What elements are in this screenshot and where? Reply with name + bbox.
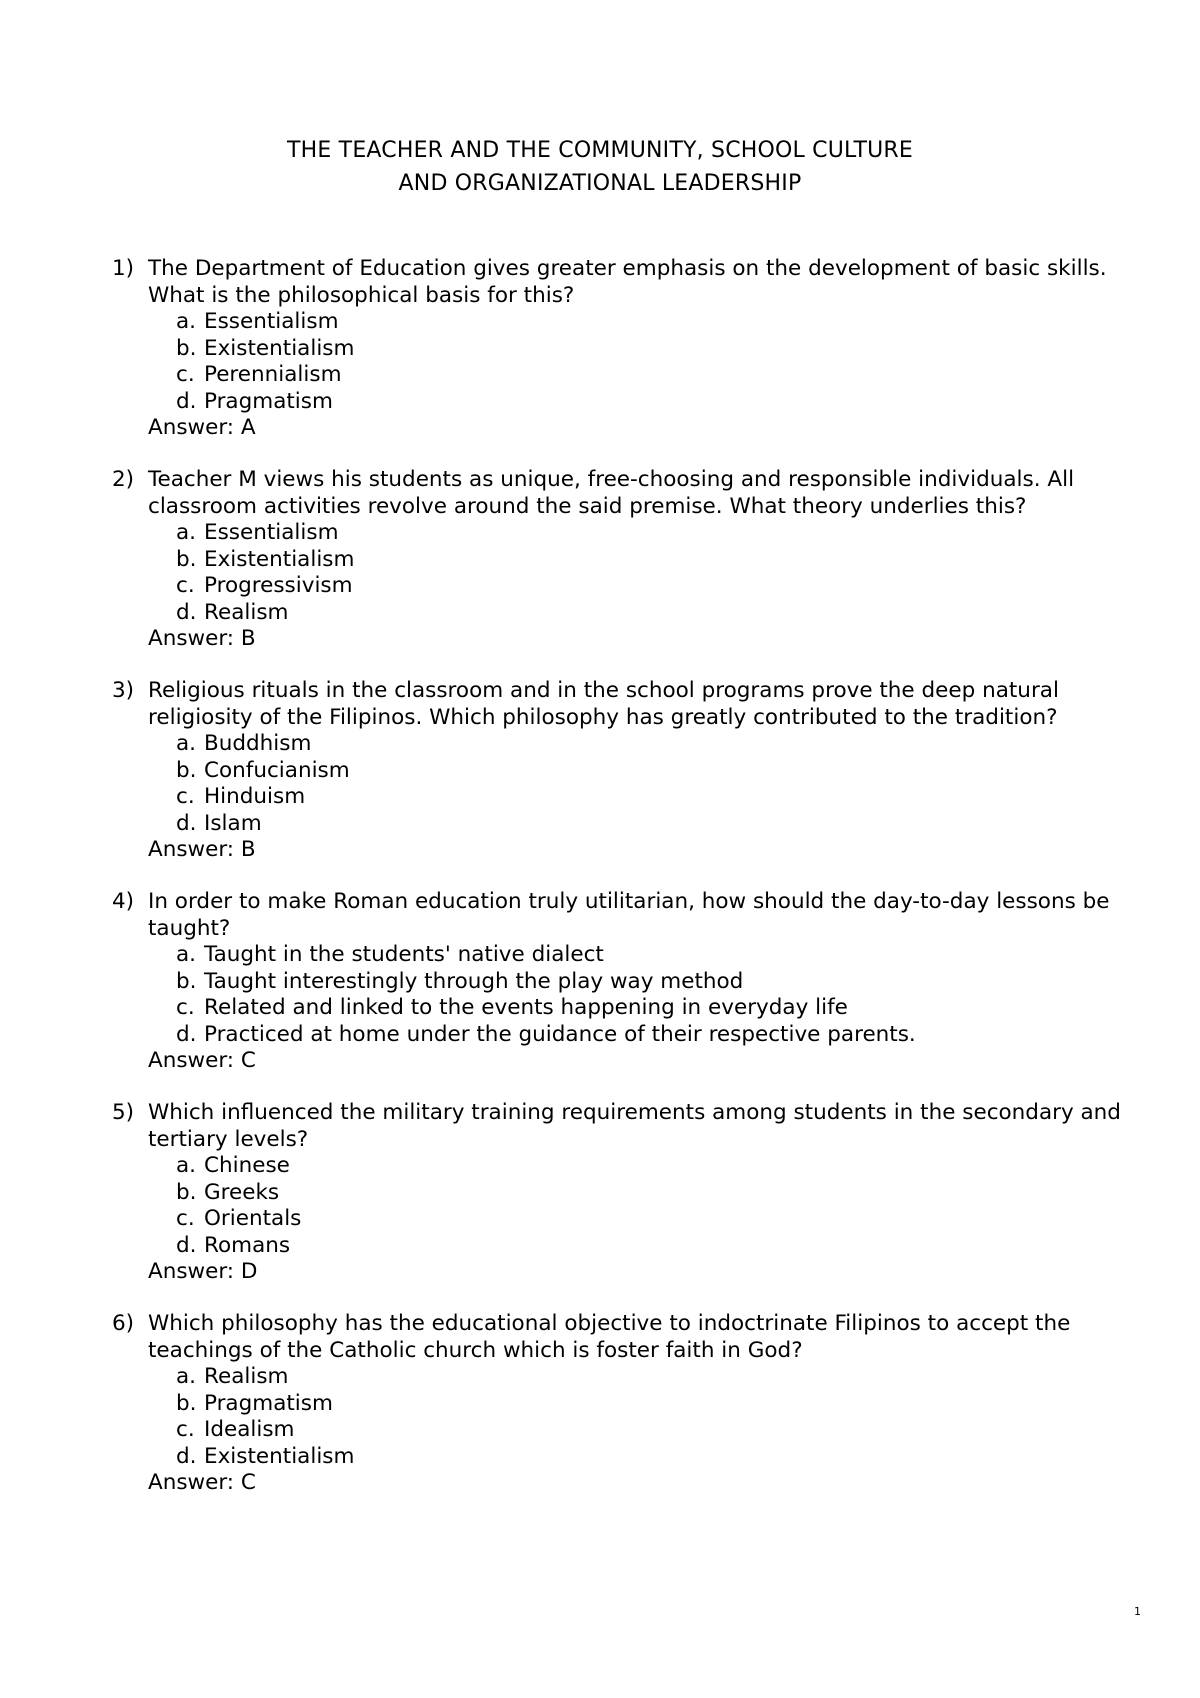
option-a — [176, 1364, 1122, 1391]
option-text: Hinduism — [204, 784, 306, 809]
option-letter: d. — [176, 1232, 197, 1258]
option-b — [176, 1391, 1122, 1418]
answer-line: Answer: B — [148, 626, 256, 651]
option-d — [176, 1022, 1122, 1049]
option-text: Islam — [204, 810, 262, 836]
question-number: 1) — [112, 256, 135, 281]
option-text: Existentialism — [204, 1443, 355, 1469]
option-c — [176, 573, 1122, 600]
answer-line: Answer: A — [148, 415, 256, 440]
option-text: Chinese — [204, 1153, 290, 1178]
option-letter: d. — [176, 388, 197, 414]
option-letter: a. — [176, 731, 197, 756]
question-text: Religious rituals in the classroom and in the school programs prove the deep natural religiosity of the Filipinos. Which philosophy has greatly contributed to the tradition? — [148, 678, 1059, 730]
answer-line: Answer: B — [148, 837, 256, 862]
option-text: Greeks — [204, 1179, 280, 1205]
answer-line: Answer: C — [148, 1048, 256, 1073]
option-letter: a. — [176, 942, 197, 967]
option-letter: c. — [176, 573, 195, 598]
option-letter: a. — [176, 1364, 197, 1389]
option-list — [112, 731, 1122, 837]
option-a — [176, 942, 1122, 969]
option-d — [176, 600, 1122, 627]
question-text: Teacher M views his students as unique, free-choosing and responsible individuals. All classroom activities revolve around the said premise. What theory underlies this? — [148, 467, 1075, 519]
option-a — [176, 520, 1122, 547]
option-list — [112, 1153, 1122, 1259]
option-list — [112, 520, 1122, 626]
question-3 — [112, 678, 1122, 864]
option-letter: b. — [176, 335, 197, 361]
question-6 — [112, 1311, 1122, 1497]
option-text: Realism — [204, 1364, 289, 1389]
option-c — [176, 1206, 1122, 1233]
option-text: Practiced at home under the guidance of their respective parents. — [204, 1021, 916, 1047]
option-d — [176, 1444, 1122, 1471]
option-d — [176, 811, 1122, 838]
page-number: 1 — [1134, 1605, 1141, 1618]
option-b — [176, 1180, 1122, 1207]
question-number: 4) — [112, 889, 135, 914]
option-letter: b. — [176, 1390, 197, 1416]
option-c — [176, 362, 1122, 389]
option-text: Taught in the students' native dialect — [204, 942, 604, 967]
option-letter: a. — [176, 309, 197, 334]
option-b — [176, 969, 1122, 996]
option-letter: c. — [176, 995, 195, 1020]
answer-line: Answer: C — [148, 1470, 256, 1495]
option-list — [112, 1364, 1122, 1470]
option-text: Pragmatism — [204, 1390, 333, 1416]
document-title — [0, 134, 1200, 200]
option-letter: d. — [176, 1443, 197, 1469]
option-text: Idealism — [204, 1417, 295, 1442]
option-letter: d. — [176, 599, 197, 625]
option-letter: d. — [176, 810, 197, 836]
option-text: Taught interestingly through the play way method — [204, 968, 744, 994]
option-text: Romans — [204, 1232, 291, 1258]
option-letter: a. — [176, 520, 197, 545]
option-list — [112, 309, 1122, 415]
option-d — [176, 389, 1122, 416]
option-b — [176, 758, 1122, 785]
option-b — [176, 336, 1122, 363]
question-5 — [112, 1100, 1122, 1286]
question-text: The Department of Education gives greater emphasis on the development of basic skills. What is the philosophical basis for this? — [148, 256, 1107, 308]
title-line-1: THE TEACHER AND THE COMMUNITY, SCHOOL CULTURE — [287, 138, 913, 163]
option-d — [176, 1233, 1122, 1260]
option-text: Existentialism — [204, 335, 355, 361]
option-text: Existentialism — [204, 546, 355, 572]
option-text: Orientals — [204, 1206, 302, 1231]
question-1 — [112, 256, 1122, 442]
option-text: Essentialism — [204, 520, 339, 545]
option-letter: b. — [176, 546, 197, 572]
option-c — [176, 784, 1122, 811]
question-number: 5) — [112, 1100, 135, 1125]
question-number: 6) — [112, 1311, 135, 1336]
option-text: Confucianism — [204, 757, 350, 783]
option-letter: b. — [176, 757, 197, 783]
option-c — [176, 1417, 1122, 1444]
option-letter: d. — [176, 1021, 197, 1047]
question-text: Which philosophy has the educational objective to indoctrinate Filipinos to accept the teachings of the Catholic church which is foster faith in God? — [148, 1311, 1071, 1363]
option-letter: c. — [176, 784, 195, 809]
option-letter: b. — [176, 968, 197, 994]
option-a — [176, 731, 1122, 758]
option-a — [176, 309, 1122, 336]
option-text: Realism — [204, 599, 289, 625]
question-4 — [112, 889, 1122, 1075]
option-text: Progressivism — [204, 573, 353, 598]
option-text: Buddhism — [204, 731, 312, 756]
option-list — [112, 942, 1122, 1048]
option-b — [176, 547, 1122, 574]
question-text: In order to make Roman education truly utilitarian, how should the day-to-day lessons be taught? — [148, 889, 1110, 941]
question-number: 2) — [112, 467, 135, 492]
option-a — [176, 1153, 1122, 1180]
option-letter: c. — [176, 1417, 195, 1442]
option-text: Related and linked to the events happening in everyday life — [204, 995, 848, 1020]
question-number: 3) — [112, 678, 135, 703]
option-text: Pragmatism — [204, 388, 333, 414]
title-line-2: AND ORGANIZATIONAL LEADERSHIP — [398, 171, 802, 196]
option-text: Essentialism — [204, 309, 339, 334]
option-letter: c. — [176, 362, 195, 387]
answer-line: Answer: D — [148, 1259, 258, 1284]
option-text: Perennialism — [204, 362, 342, 387]
question-2 — [112, 467, 1122, 653]
question-text: Which influenced the military training requirements among students in the secondary and tertiary levels? — [148, 1100, 1121, 1152]
option-letter: c. — [176, 1206, 195, 1231]
option-letter: b. — [176, 1179, 197, 1205]
option-c — [176, 995, 1122, 1022]
option-letter: a. — [176, 1153, 197, 1178]
